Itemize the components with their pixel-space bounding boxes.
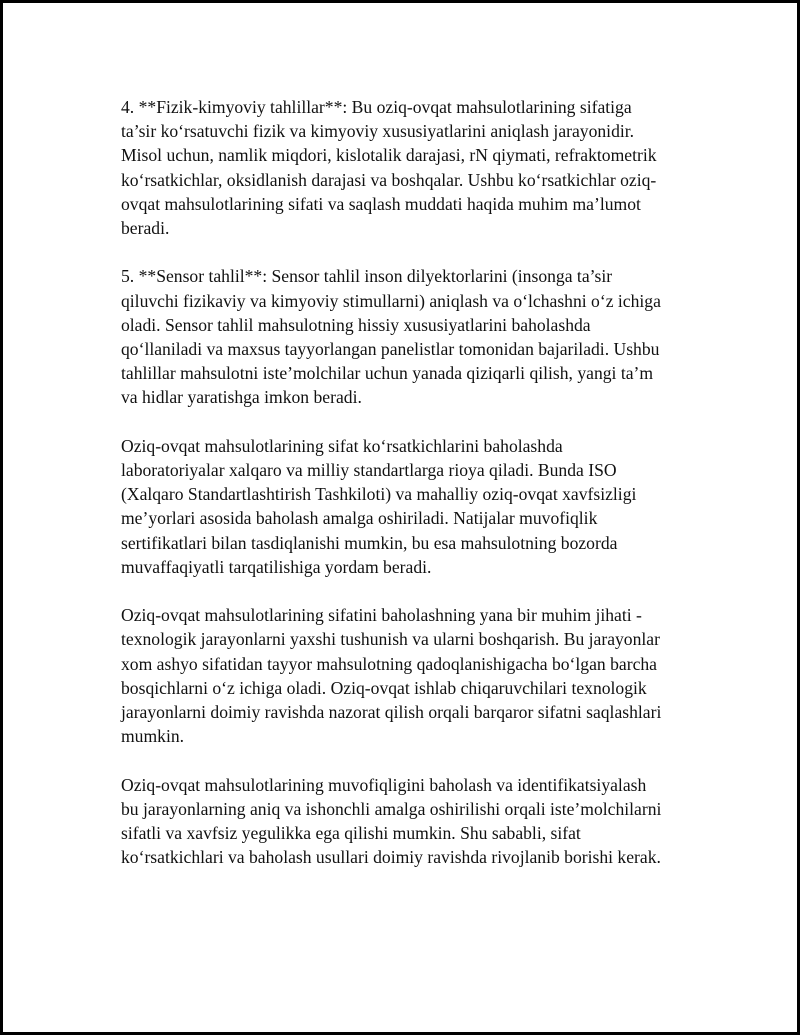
text-line: beradi.: [121, 218, 170, 239]
text-line: ko‘rsatkichlar, oksidlanish darajasi va boshqalar. Ushbu ko‘rsatkichlar oziq-: [121, 169, 657, 190]
text-line: (Xalqaro Standartlashtirish Tashkiloti) va mahalliy oziq-ovqat xavfsizligi: [121, 484, 637, 505]
text-line: tahlillar mahsulotni iste’molchilar uchun yanada qiziqarli qilish, yangi ta’m: [121, 363, 654, 384]
text-line: sertifikatlari bilan tasdiqlanishi mumkin, bu esa mahsulotning bozorda: [121, 532, 618, 553]
paragraph-standards: [121, 434, 691, 579]
text-line: qiluvchi fizikaviy va kimyoviy stimullarni) aniqlash va o‘lchashni o‘z ichiga: [121, 290, 661, 311]
text-line: me’yorlari asosida baholash amalga oshiriladi. Natijalar muvofiqlik: [121, 508, 598, 529]
document-body: [121, 95, 691, 869]
text-line: mumkin.: [121, 726, 185, 747]
text-line: oladi. Sensor tahlil mahsulotning hissiy xususiyatlarini baholashda: [121, 314, 591, 335]
text-line: qo‘llaniladi va maxsus tayyorlangan panelistlar tomonidan bajariladi. Ushbu: [121, 339, 660, 360]
text-line: va hidlar yaratishga imkon beradi.: [121, 387, 362, 408]
text-line: jarayonlarni doimiy ravishda nazorat qilish orqali barqaror sifatni saqlashlari: [121, 702, 662, 723]
text-line: laboratoriyalar xalqaro va milliy standartlarga rioya qiladi. Bunda ISO: [121, 460, 617, 481]
text-line: ovqat mahsulotlarining sifati va saqlash muddati haqida muhim ma’lumot: [121, 193, 641, 214]
paragraph-conformity-assessment: [121, 773, 691, 870]
text-line: Oziq-ovqat mahsulotlarining muvofiqligini baholash va identifikatsiyalash: [121, 774, 647, 795]
text-line: sifatli va xavfsiz yegulikka ega qilishi mumkin. Shu sababli, sifat: [121, 823, 581, 844]
text-line: muvaffaqiyatli tarqatilishiga yordam beradi.: [121, 556, 432, 577]
text-line: bu jarayonlarning aniq va ishonchli amalga oshirilishi orqali iste’molchilarni: [121, 798, 662, 819]
paragraph-physicochemical-analysis: [121, 95, 691, 240]
text-line: ko‘rsatkichlari va baholash usullari doimiy ravishda rivojlanib borishi kerak.: [121, 847, 661, 868]
paragraph-technological-processes: [121, 603, 691, 748]
text-line: ta’sir ko‘rsatuvchi fizik va kimyoviy xususiyatlarini aniqlash jarayonidir.: [121, 121, 635, 142]
text-line: texnologik jarayonlarni yaxshi tushunish va ularni boshqarish. Bu jarayonlar: [121, 629, 660, 650]
text-line: Oziq-ovqat mahsulotlarining sifat ko‘rsatkichlarini baholashda: [121, 435, 563, 456]
text-line: Oziq-ovqat mahsulotlarining sifatini baholashning yana bir muhim jihati -: [121, 605, 642, 626]
text-line: 5. **Sensor tahlil**: Sensor tahlil inson dilyektorlarini (insonga ta’sir: [121, 266, 613, 287]
text-line: 4. **Fizik-kimyoviy tahlillar**: Bu oziq-ovqat mahsulotlarining sifatiga: [121, 97, 632, 117]
text-line: bosqichlarni o‘z ichiga oladi. Oziq-ovqat ishlab chiqaruvchilari texnologik: [121, 677, 647, 698]
text-line: Misol uchun, namlik miqdori, kislotalik darajasi, rN qiymati, refraktometrik: [121, 145, 657, 166]
text-line: xom ashyo sifatidan tayyor mahsulotning qadoqlanishigacha bo‘lgan barcha: [121, 653, 657, 674]
paragraph-sensor-analysis: [121, 264, 691, 409]
